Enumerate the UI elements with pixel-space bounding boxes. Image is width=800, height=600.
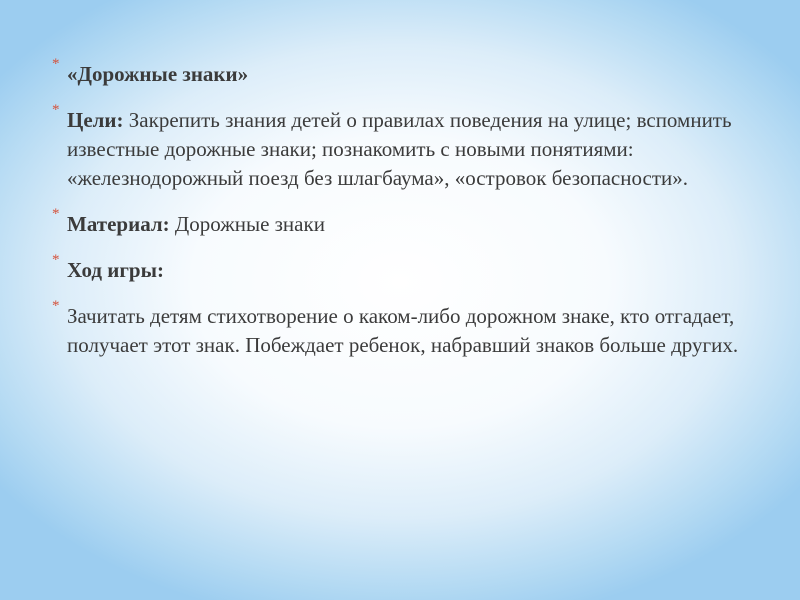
material-label: Материал:	[67, 212, 170, 236]
asterisk-bullet-icon: *	[52, 102, 60, 118]
asterisk-bullet-icon: *	[52, 252, 60, 268]
bullet-material	[52, 206, 752, 239]
goals-label: Цели:	[67, 108, 124, 132]
asterisk-bullet-icon: *	[52, 56, 60, 72]
bullet-game-description	[52, 298, 752, 360]
slide-content	[52, 56, 752, 377]
game-title: «Дорожные знаки»	[67, 62, 249, 86]
game-description-text: Зачитать детям стихотворение о каком-либо дорожном знаке, кто отгадает, получает этот знак. Побеждает ребенок, набравший знаков больше других.	[67, 304, 739, 357]
bullet-game-title	[52, 56, 752, 89]
asterisk-bullet-icon: *	[52, 298, 60, 314]
bullet-game-flow	[52, 252, 752, 285]
material-text: Дорожные знаки	[169, 212, 325, 236]
asterisk-bullet-icon: *	[52, 206, 60, 222]
game-flow-label: Ход игры:	[67, 258, 164, 282]
bullet-goals	[52, 102, 752, 193]
goals-text: Закрепить знания детей о правилах поведения на улице; вспомнить известные дорожные знаки; познакомить с новыми понятиями: «железнодорожный поезд без шлагбаума», «островок безопасности».	[67, 108, 732, 190]
